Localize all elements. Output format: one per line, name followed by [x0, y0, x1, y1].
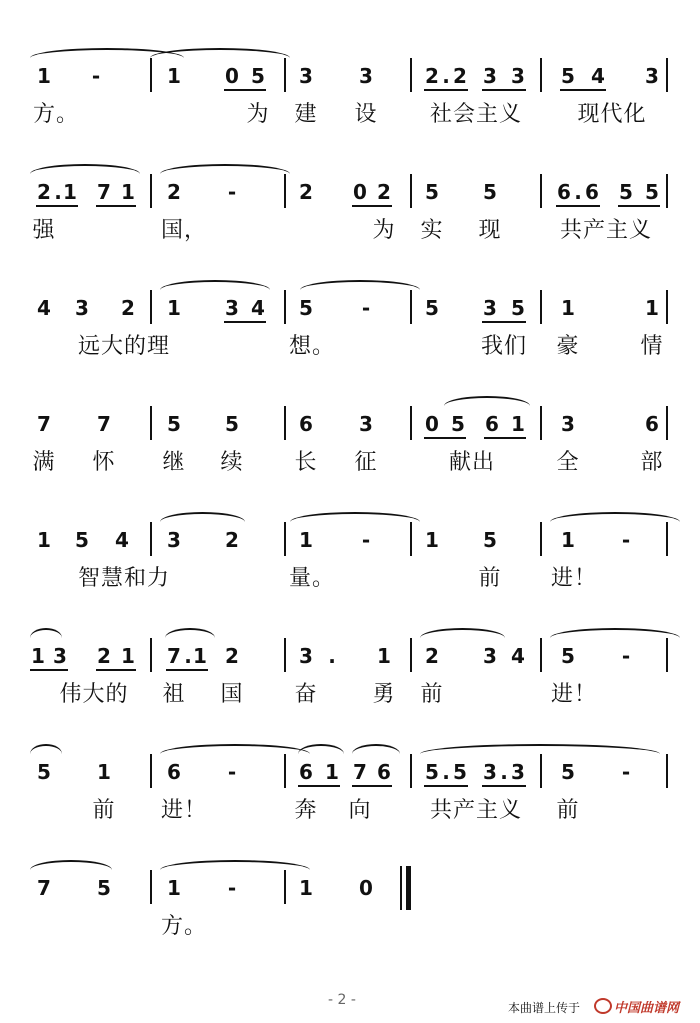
note: 3	[645, 64, 659, 88]
lyric: 进！	[550, 682, 598, 707]
lyric: 方。	[160, 914, 208, 939]
note: -	[361, 296, 371, 320]
bar-line	[410, 522, 412, 556]
beam-line	[618, 205, 660, 207]
bar-line	[666, 754, 668, 788]
note: 5	[619, 180, 633, 204]
slur	[160, 512, 245, 522]
note: .	[500, 760, 508, 784]
lyric: 进！	[550, 566, 598, 591]
bar-line	[284, 870, 286, 904]
slur	[160, 280, 270, 290]
note: -	[227, 876, 237, 900]
lyric: 方。	[32, 102, 80, 127]
lyric: 现代化	[577, 102, 647, 127]
lyric: 智慧和力	[77, 566, 171, 591]
bar-line	[410, 58, 412, 92]
slur	[30, 744, 62, 754]
note: 5	[299, 296, 313, 320]
lyric: 勇	[372, 682, 396, 707]
note: 3	[561, 412, 575, 436]
note: -	[227, 180, 237, 204]
slur	[444, 396, 530, 406]
beam-line	[424, 89, 468, 91]
slur	[290, 512, 420, 522]
beam-line	[166, 669, 208, 671]
note: .	[442, 760, 450, 784]
note: 1	[325, 760, 339, 784]
bar-line	[410, 754, 412, 788]
bar-line	[150, 174, 152, 208]
bar-line	[150, 58, 152, 92]
note: 1	[425, 528, 439, 552]
slur	[160, 860, 310, 870]
lyric: 全	[556, 450, 580, 475]
slur	[150, 48, 290, 58]
beam-line	[224, 89, 266, 91]
note: 1	[167, 64, 181, 88]
bar-line	[410, 290, 412, 324]
bar-line	[150, 522, 152, 556]
bar-line	[284, 58, 286, 92]
note: 7	[353, 760, 367, 784]
note: -	[621, 760, 631, 784]
note: .	[54, 180, 62, 204]
note: -	[227, 760, 237, 784]
lyric: 奔	[294, 798, 318, 823]
slur	[420, 744, 660, 754]
page-number: - 2 -	[328, 992, 356, 1008]
note: 4	[251, 296, 265, 320]
lyric: 满	[32, 450, 56, 475]
note: 2	[377, 180, 391, 204]
beam-line	[556, 205, 600, 207]
note: 2	[453, 64, 467, 88]
note: 3	[483, 296, 497, 320]
beam-line	[482, 89, 526, 91]
lyric: 前	[478, 566, 502, 591]
final-bar	[406, 866, 411, 910]
note: 5	[251, 64, 265, 88]
note: 3	[53, 644, 67, 668]
beam-line	[482, 785, 526, 787]
note: 4	[115, 528, 129, 552]
note: 0	[359, 876, 373, 900]
bar-line	[150, 870, 152, 904]
lyric: 实	[420, 218, 444, 243]
note: -	[621, 644, 631, 668]
note: 5	[645, 180, 659, 204]
note: 6	[557, 180, 571, 204]
bar-line	[284, 174, 286, 208]
note: 5	[425, 180, 439, 204]
note: 1	[37, 528, 51, 552]
bar-line	[284, 638, 286, 672]
note: 3	[511, 64, 525, 88]
lyric: 征	[354, 450, 378, 475]
lyric: 续	[220, 450, 244, 475]
note: 1	[377, 644, 391, 668]
lyric: 共产主义	[559, 218, 653, 243]
note: 6	[645, 412, 659, 436]
note: 1	[121, 644, 135, 668]
lyric: 为	[372, 218, 396, 243]
bar-line	[666, 406, 668, 440]
lyric: 献出	[448, 450, 496, 475]
bar-line	[284, 522, 286, 556]
bar-line	[150, 406, 152, 440]
bar-line	[540, 290, 542, 324]
lyric: 向	[348, 798, 372, 823]
note: 5	[561, 64, 575, 88]
beam-line	[224, 321, 266, 323]
bar-line	[540, 522, 542, 556]
note: 3	[299, 64, 313, 88]
note: .	[328, 644, 336, 668]
slur	[352, 744, 400, 754]
note: 1	[561, 296, 575, 320]
note: 1	[561, 528, 575, 552]
note: 3	[483, 760, 497, 784]
bar-line	[400, 866, 402, 910]
note: 2	[97, 644, 111, 668]
note: 1	[167, 876, 181, 900]
site-logo	[594, 997, 679, 1016]
bar-line	[410, 174, 412, 208]
note: 2	[299, 180, 313, 204]
note: 3	[167, 528, 181, 552]
bar-line	[540, 174, 542, 208]
note: 5	[97, 876, 111, 900]
note: 3	[359, 64, 373, 88]
bar-line	[410, 406, 412, 440]
note: 2	[425, 644, 439, 668]
note: 0	[353, 180, 367, 204]
bar-line	[410, 638, 412, 672]
bar-line	[540, 58, 542, 92]
slur	[550, 512, 680, 522]
lyric: 前	[92, 798, 116, 823]
note: 3	[483, 644, 497, 668]
note: 1	[299, 876, 313, 900]
beam-line	[352, 785, 392, 787]
note: 7	[97, 412, 111, 436]
note: 4	[511, 644, 525, 668]
slur	[550, 628, 680, 638]
bar-line	[284, 406, 286, 440]
note: 3	[75, 296, 89, 320]
note: 3	[483, 64, 497, 88]
note: 5	[483, 528, 497, 552]
slur	[160, 164, 290, 174]
lyric: 豪	[556, 334, 580, 359]
note: 1	[299, 528, 313, 552]
slur	[30, 164, 140, 174]
note: 7	[37, 412, 51, 436]
note: 5	[75, 528, 89, 552]
slur	[420, 628, 505, 638]
bar-line	[540, 754, 542, 788]
logo-icon	[594, 998, 612, 1014]
note: -	[361, 528, 371, 552]
note: .	[184, 644, 192, 668]
note: .	[574, 180, 582, 204]
bar-line	[666, 522, 668, 556]
note: 1	[193, 644, 207, 668]
note: 5	[453, 760, 467, 784]
note: 1	[97, 760, 111, 784]
bar-line	[284, 290, 286, 324]
lyric: 国，	[160, 218, 208, 243]
lyric: 前	[556, 798, 580, 823]
bar-line	[150, 290, 152, 324]
note: 6	[299, 760, 313, 784]
note: 3	[225, 296, 239, 320]
note: 3	[359, 412, 373, 436]
note: 5	[561, 644, 575, 668]
note: 1	[167, 296, 181, 320]
beam-line	[352, 205, 392, 207]
note: 0	[225, 64, 239, 88]
note: 5	[425, 760, 439, 784]
lyric: 前	[420, 682, 444, 707]
note: 6	[299, 412, 313, 436]
bar-line	[666, 638, 668, 672]
lyric: 情	[640, 334, 664, 359]
lyric: 进！	[160, 798, 208, 823]
lyric: 强	[32, 218, 56, 243]
lyric: 现	[478, 218, 502, 243]
note: 1	[645, 296, 659, 320]
lyric: 怀	[92, 450, 116, 475]
note: 2	[121, 296, 135, 320]
slur	[300, 280, 420, 290]
lyric: 建	[294, 102, 318, 127]
bar-line	[284, 754, 286, 788]
beam-line	[424, 785, 468, 787]
slur	[298, 744, 344, 754]
bar-line	[150, 754, 152, 788]
note: 6	[167, 760, 181, 784]
note: 5	[425, 296, 439, 320]
beam-line	[482, 321, 526, 323]
beam-line	[424, 437, 466, 439]
note: 2	[37, 180, 51, 204]
note: 3	[299, 644, 313, 668]
beam-line	[30, 669, 68, 671]
note: 5	[451, 412, 465, 436]
bar-line	[666, 58, 668, 92]
lyric: 伟大的	[59, 682, 129, 707]
note: -	[621, 528, 631, 552]
slur	[30, 860, 112, 870]
beam-line	[96, 669, 136, 671]
lyric: 设	[354, 102, 378, 127]
note: 1	[37, 64, 51, 88]
lyric: 共产主义	[429, 798, 523, 823]
slur	[160, 744, 310, 754]
note: 5	[225, 412, 239, 436]
note: 6	[585, 180, 599, 204]
lyric: 为	[246, 102, 270, 127]
note: 1	[31, 644, 45, 668]
lyric: 量。	[288, 566, 336, 591]
note: 4	[591, 64, 605, 88]
note: 7	[167, 644, 181, 668]
note: 0	[425, 412, 439, 436]
note: 1	[63, 180, 77, 204]
lyric: 社会主义	[429, 102, 523, 127]
note: 2	[425, 64, 439, 88]
slur	[165, 628, 215, 638]
site-logo-text: 中国曲谱网	[614, 1001, 680, 1016]
bar-line	[540, 638, 542, 672]
lyric: 想。	[288, 334, 336, 359]
lyric: 我们	[480, 334, 528, 359]
beam-line	[298, 785, 340, 787]
note: 1	[511, 412, 525, 436]
bar-line	[666, 290, 668, 324]
lyric: 奋	[294, 682, 318, 707]
note: 6	[485, 412, 499, 436]
note: -	[91, 64, 101, 88]
note: 4	[37, 296, 51, 320]
lyric: 部	[640, 450, 664, 475]
lyric: 远大的理	[77, 334, 171, 359]
lyric: 祖	[162, 682, 186, 707]
note: .	[442, 64, 450, 88]
beam-line	[96, 205, 136, 207]
note: 7	[37, 876, 51, 900]
bar-line	[666, 174, 668, 208]
note: 2	[167, 180, 181, 204]
note: 2	[225, 644, 239, 668]
note: 5	[483, 180, 497, 204]
beam-line	[484, 437, 526, 439]
note: 5	[167, 412, 181, 436]
beam-line	[560, 89, 606, 91]
upload-credit: 本曲谱上传于	[508, 1001, 581, 1015]
note: 7	[97, 180, 111, 204]
note: 1	[121, 180, 135, 204]
lyric: 国	[220, 682, 244, 707]
bar-line	[150, 638, 152, 672]
note: 5	[37, 760, 51, 784]
lyric: 长	[294, 450, 318, 475]
note: 6	[377, 760, 391, 784]
note: 5	[511, 296, 525, 320]
slur	[30, 628, 62, 638]
lyric: 继	[162, 450, 186, 475]
bar-line	[540, 406, 542, 440]
note: 2	[225, 528, 239, 552]
beam-line	[36, 205, 78, 207]
note: 3	[511, 760, 525, 784]
note: 5	[561, 760, 575, 784]
